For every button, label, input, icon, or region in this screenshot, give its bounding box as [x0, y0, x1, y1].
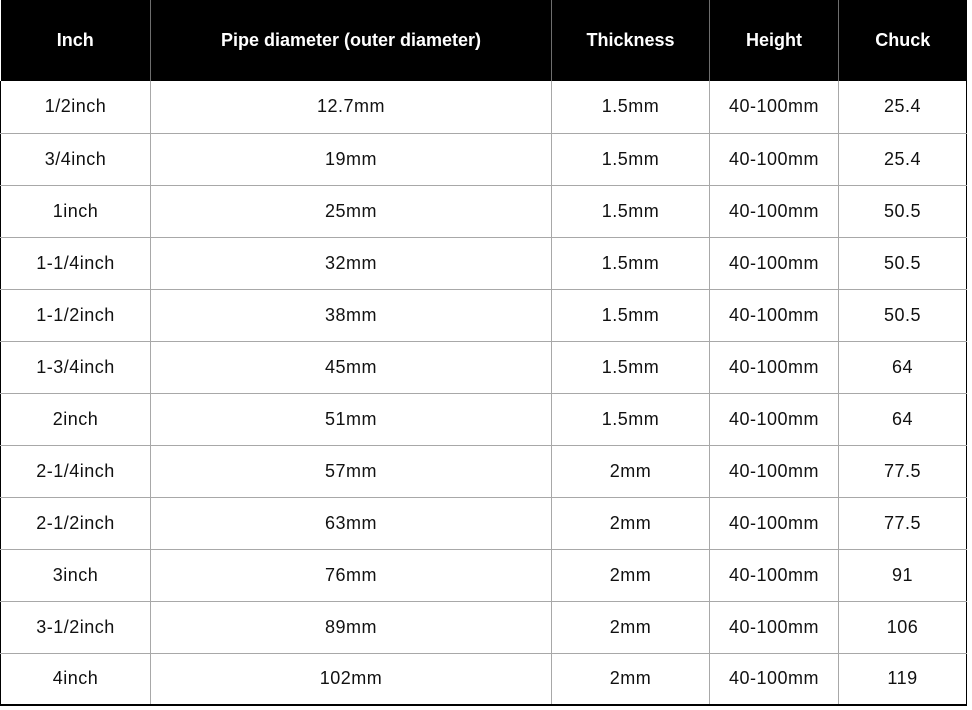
chuck-cell: 25.4 [839, 81, 967, 133]
chuck-cell: 25.4 [839, 133, 967, 185]
height-cell: 40-100mm [710, 653, 839, 705]
inch-cell: 3inch [1, 549, 151, 601]
table-row [1, 393, 967, 445]
chuck-cell: 50.5 [839, 185, 967, 237]
inch-cell: 4inch [1, 653, 151, 705]
thickness-cell: 2mm [552, 445, 710, 497]
height-cell: 40-100mm [710, 185, 839, 237]
thickness-cell: 1.5mm [552, 237, 710, 289]
pipe-diameter-cell: 57mm [151, 445, 552, 497]
table-row [1, 653, 967, 705]
height-cell: 40-100mm [710, 81, 839, 133]
inch-cell: 1/2inch [1, 81, 151, 133]
chuck-cell: 77.5 [839, 497, 967, 549]
thickness-cell: 1.5mm [552, 185, 710, 237]
table-row [1, 549, 967, 601]
inch-cell: 2inch [1, 393, 151, 445]
thickness-cell: 2mm [552, 497, 710, 549]
table-row [1, 237, 967, 289]
height-cell: 40-100mm [710, 445, 839, 497]
table-header [1, 0, 967, 81]
height-cell: 40-100mm [710, 133, 839, 185]
chuck-cell: 106 [839, 601, 967, 653]
header-thickness: Thickness [552, 0, 710, 81]
pipe-diameter-cell: 25mm [151, 185, 552, 237]
table-row [1, 497, 967, 549]
pipe-diameter-cell: 89mm [151, 601, 552, 653]
chuck-cell: 50.5 [839, 289, 967, 341]
height-cell: 40-100mm [710, 601, 839, 653]
header-inch: Inch [1, 0, 151, 81]
thickness-cell: 2mm [552, 549, 710, 601]
thickness-cell: 1.5mm [552, 133, 710, 185]
thickness-cell: 1.5mm [552, 341, 710, 393]
pipe-diameter-cell: 102mm [151, 653, 552, 705]
inch-cell: 1-3/4inch [1, 341, 151, 393]
table-row [1, 601, 967, 653]
height-cell: 40-100mm [710, 237, 839, 289]
height-cell: 40-100mm [710, 497, 839, 549]
pipe-diameter-cell: 19mm [151, 133, 552, 185]
inch-cell: 3-1/2inch [1, 601, 151, 653]
inch-cell: 1-1/4inch [1, 237, 151, 289]
table-row [1, 185, 967, 237]
height-cell: 40-100mm [710, 341, 839, 393]
thickness-cell: 1.5mm [552, 289, 710, 341]
pipe-diameter-cell: 76mm [151, 549, 552, 601]
pipe-diameter-cell: 45mm [151, 341, 552, 393]
inch-cell: 3/4inch [1, 133, 151, 185]
pipe-diameter-cell: 12.7mm [151, 81, 552, 133]
chuck-cell: 64 [839, 341, 967, 393]
chuck-cell: 91 [839, 549, 967, 601]
inch-cell: 2-1/2inch [1, 497, 151, 549]
inch-cell: 2-1/4inch [1, 445, 151, 497]
header-pipe-diameter: Pipe diameter (outer diameter) [151, 0, 552, 81]
chuck-cell: 50.5 [839, 237, 967, 289]
pipe-diameter-cell: 32mm [151, 237, 552, 289]
table-row [1, 289, 967, 341]
pipe-diameter-cell: 51mm [151, 393, 552, 445]
height-cell: 40-100mm [710, 393, 839, 445]
height-cell: 40-100mm [710, 549, 839, 601]
thickness-cell: 1.5mm [552, 393, 710, 445]
table-body [1, 81, 967, 705]
inch-cell: 1-1/2inch [1, 289, 151, 341]
thickness-cell: 2mm [552, 601, 710, 653]
thickness-cell: 1.5mm [552, 81, 710, 133]
header-row [1, 0, 967, 81]
table-row [1, 341, 967, 393]
inch-cell: 1inch [1, 185, 151, 237]
header-height: Height [710, 0, 839, 81]
thickness-cell: 2mm [552, 653, 710, 705]
height-cell: 40-100mm [710, 289, 839, 341]
chuck-cell: 119 [839, 653, 967, 705]
header-chuck: Chuck [839, 0, 967, 81]
table-row [1, 133, 967, 185]
table-row [1, 81, 967, 133]
chuck-cell: 64 [839, 393, 967, 445]
pipe-diameter-cell: 38mm [151, 289, 552, 341]
chuck-cell: 77.5 [839, 445, 967, 497]
table-row [1, 445, 967, 497]
pipe-diameter-cell: 63mm [151, 497, 552, 549]
